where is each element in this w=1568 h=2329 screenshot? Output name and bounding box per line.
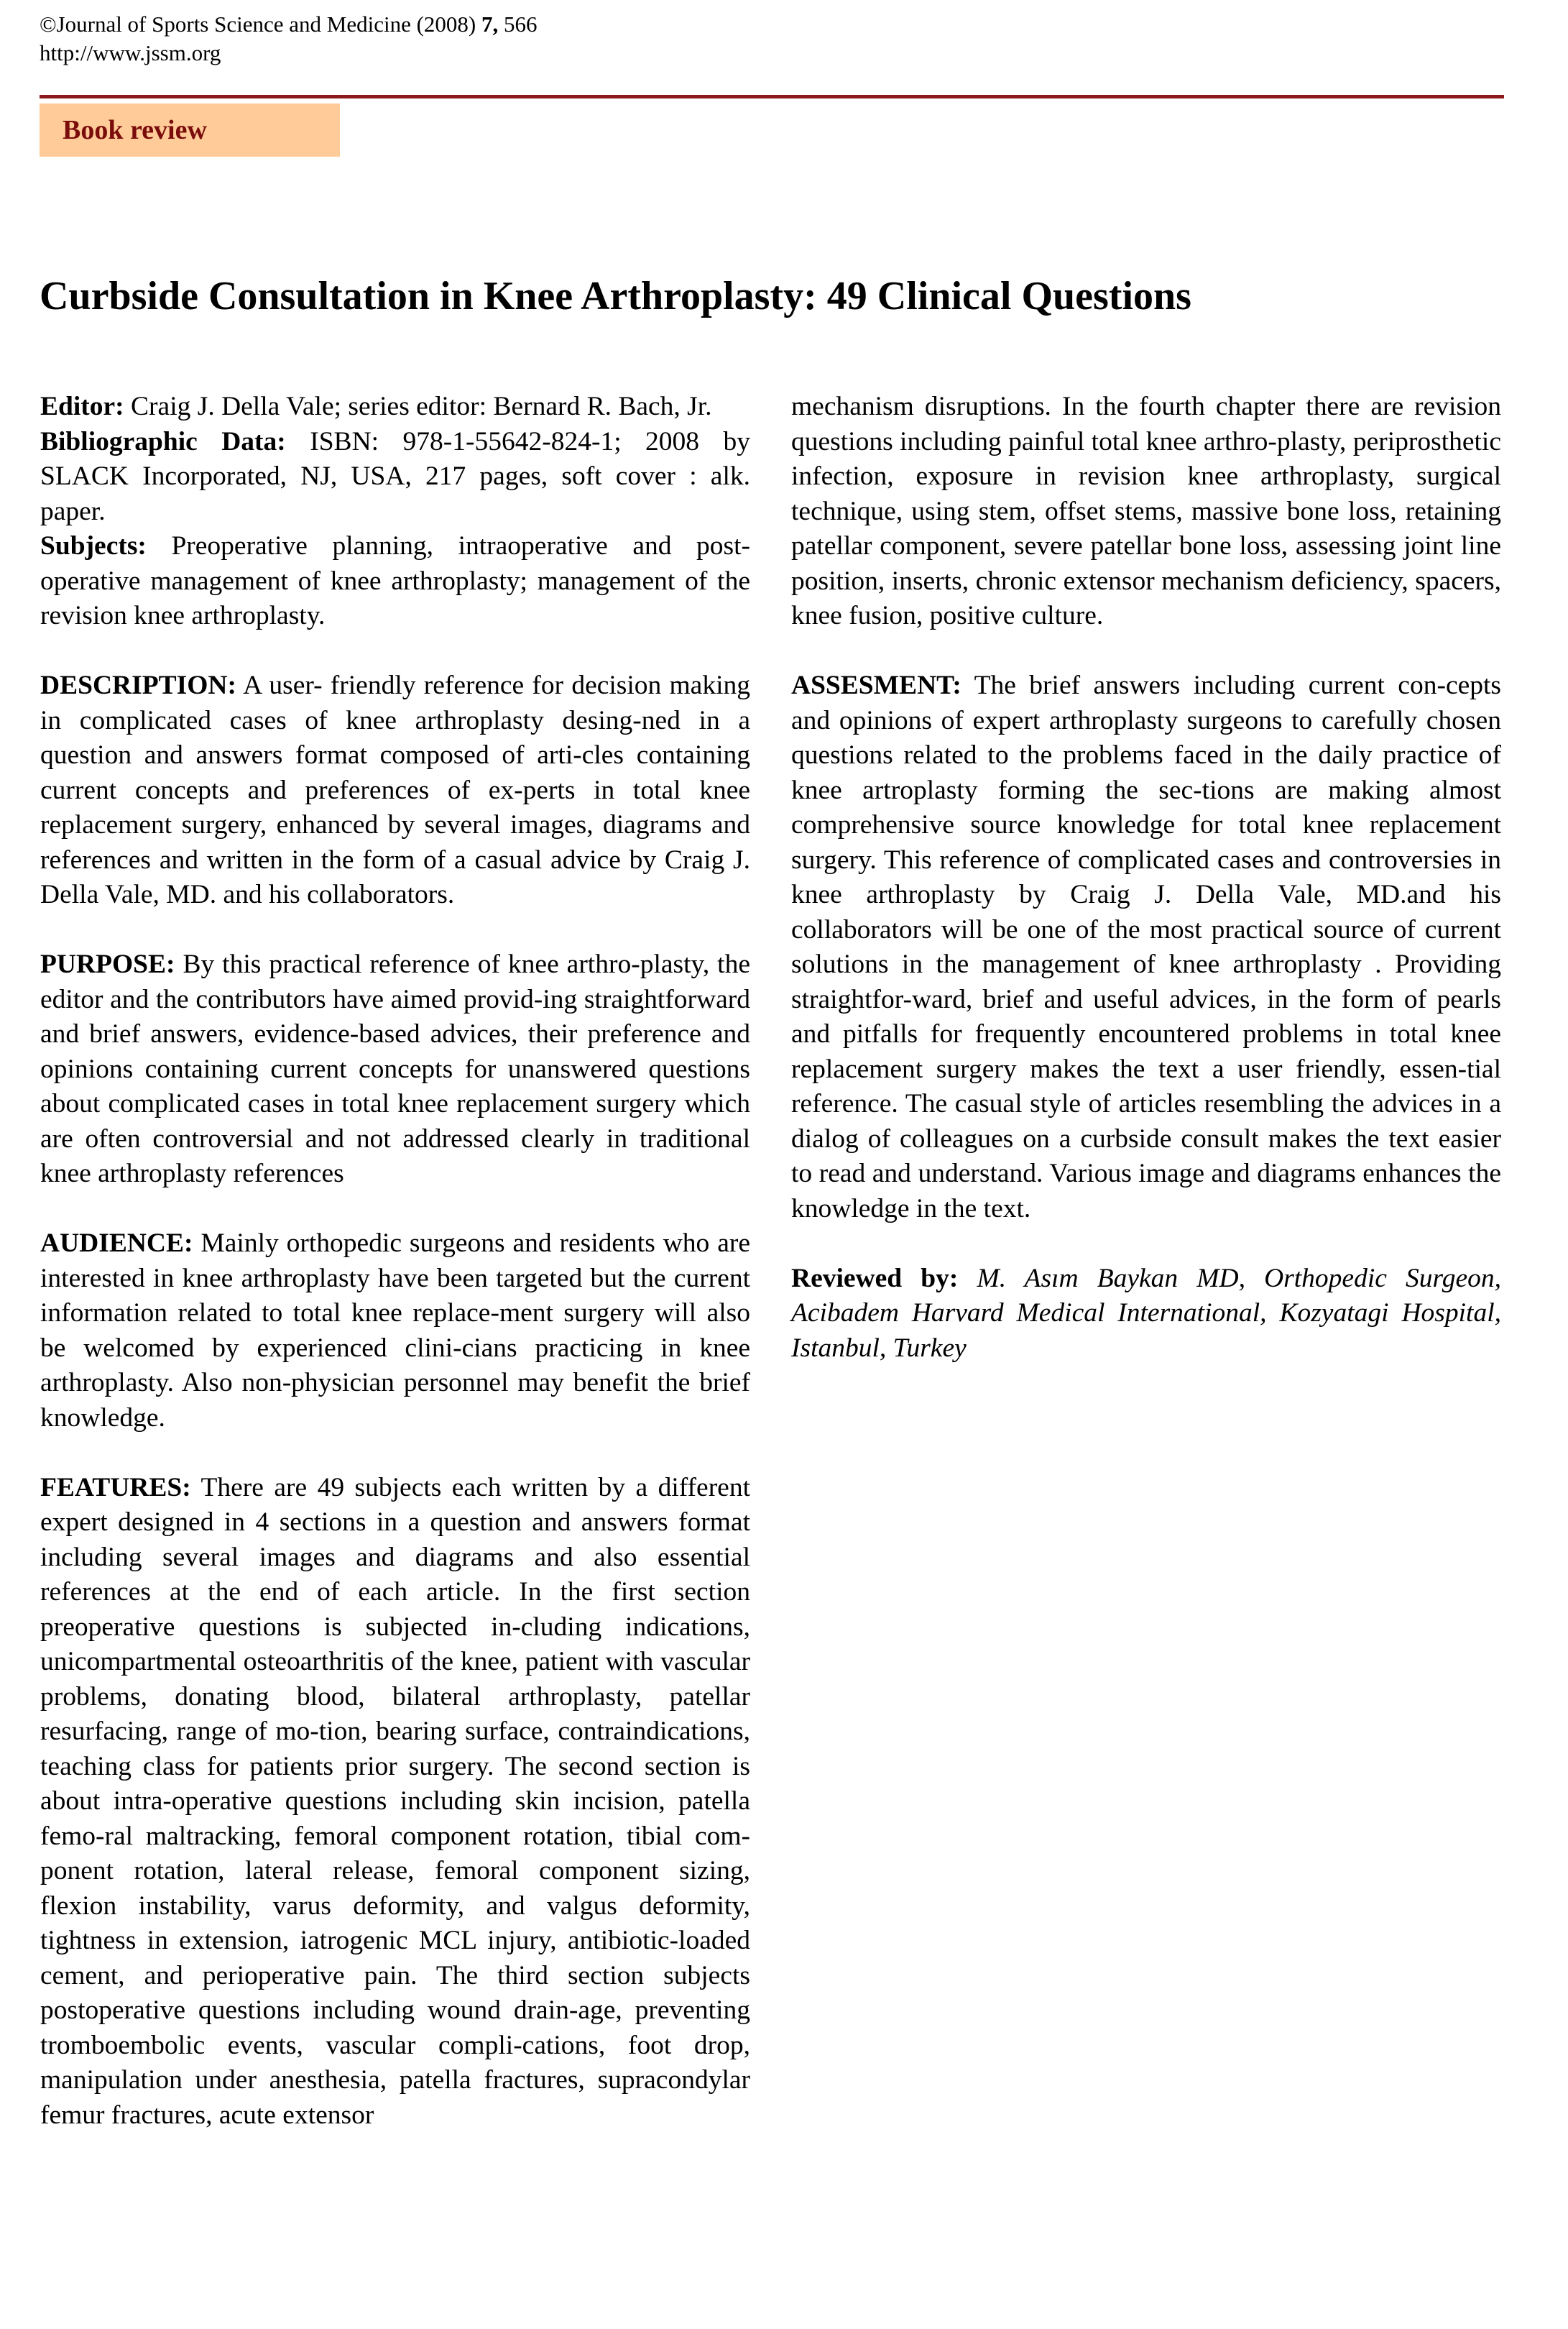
- section-badge: Book review: [40, 104, 340, 157]
- left-column: [40, 390, 750, 2133]
- right-column: [791, 390, 1501, 1366]
- features-paragraph: FEATURES: There are 49 subjects each written by a different expert designed in 4 sections in a question and answers format including several images and diagrams and also essential references at the end of each article. In the first section preoperative questions is subjected in-cluding indications, unicompartmental osteoarthritis of the knee, patient with vascular problems, donating blood, bilateral arthroplasty, patellar resurfacing, range of mo-tion, bearing surface, contraindications, teaching class for patients prior surgery. The second section is about intra-operative questions including skin incision, patella femo-ral maltracking, femoral component rotation, tibial com-ponent rotation, lateral release, femoral component sizing, flexion instability, varus deformity, and valgus deformity, tightness in extension, iatrogenic MCL injury, antibiotic-loaded cement, and perioperative pain. The third section subjects postoperative questions including wound drain-age, preventing tromboembolic events, vascular compli-cations, foot drop, manipulation under anesthesia, patella fractures, supracondylar femur fractures, acute extensor: [40, 1472, 750, 2130]
- header-divider: [40, 95, 1504, 98]
- journal-url[interactable]: http://www.jssm.org: [40, 40, 221, 65]
- bibliographic-line: Bibliographic Data: ISBN: 978-1-55642-824-1; 2008 by SLACK Incorporated, NJ, USA, 217 pages, soft cover : alk. paper.: [40, 426, 750, 526]
- audience-paragraph: AUDIENCE: Mainly orthopedic surgeons and residents who are interested in knee arthroplasty have been targeted but the current information related to total knee replace-ment surgery will also be welcomed by experienced clini-cians practicing in knee arthroplasty. Also non-physician personnel may benefit the brief knowledge.: [40, 1228, 750, 1433]
- journal-citation: ©Journal of Sports Science and Medicine (2008) 7, 566: [40, 12, 538, 37]
- reviewer-paragraph: Reviewed by: M. Asım Baykan MD, Orthopedic Surgeon, Acibadem Harvard Medical International, Kozyatagi Hospital, Istanbul, Turkey: [791, 1263, 1501, 1363]
- journal-header: [40, 10, 538, 68]
- page-title: Curbside Consultation in Knee Arthroplasty: 49 Clinical Questions: [40, 274, 1191, 318]
- journal-volume: 7,: [481, 12, 499, 37]
- purpose-paragraph: PURPOSE: By this practical reference of knee arthro-plasty, the editor and the contributors have aimed provid-ing straightforward and brief answers, evidence-based advices, their preference and opinions containing current concepts for unanswered questions about complicated cases in total knee replacement surgery which are often controversial and not addressed clearly in traditional knee arthroplasty references: [40, 950, 750, 1188]
- features-continued: mechanism disruptions. In the fourth chapter there are revision questions including painful total knee arthro-plasty, periprosthetic infection, exposure in revision knee arthroplasty, surgical technique, using stem, offset stems, massive bone loss, retaining patellar component, severe patellar bone loss, assessing joint line position, inserts, chronic extensor mechanism deficiency, spacers, knee fusion, positive culture.: [791, 392, 1501, 630]
- description-paragraph: DESCRIPTION: A user- friendly reference for decision making in complicated cases of knee arthroplasty desing-ned in a question and answers format composed of arti-cles containing current concepts and preferences of ex-perts in total knee replacement surgery, enhanced by several images, diagrams and references and written in the form of a casual advice by Craig J. Della Vale, MD. and his collaborators.: [40, 671, 750, 909]
- subjects-line: Subjects: Preoperative planning, intraoperative and post-operative management of knee arthroplasty; management of the revision knee arthroplasty.: [40, 531, 750, 630]
- editor-line: Editor: Craig J. Della Vale; series editor: Bernard R. Bach, Jr.: [40, 392, 712, 421]
- assessment-paragraph: ASSESMENT: The brief answers including current con-cepts and opinions of expert arthroplasty surgeons to carefully chosen questions related to the problems faced in the daily practice of knee artroplasty forming the sec-tions are making almost comprehensive source knowledge for total knee replacement surgery. This reference of complicated cases and controversies in knee arthroplasty by Craig J. Della Vale, MD.and his collaborators will be one of the most practical source of current solutions in the management of knee arthroplasty . Providing straightfor-ward, brief and useful advices, in the form of pearls and pitfalls for frequently encountered problems in total knee replacement surgery makes the text a user friendly, essen-tial reference. The casual style of articles resembling the advices in a dialog of colleagues on a curbside consult makes the text easier to read and understand. Various image and diagrams enhances the knowledge in the text.: [791, 671, 1501, 1223]
